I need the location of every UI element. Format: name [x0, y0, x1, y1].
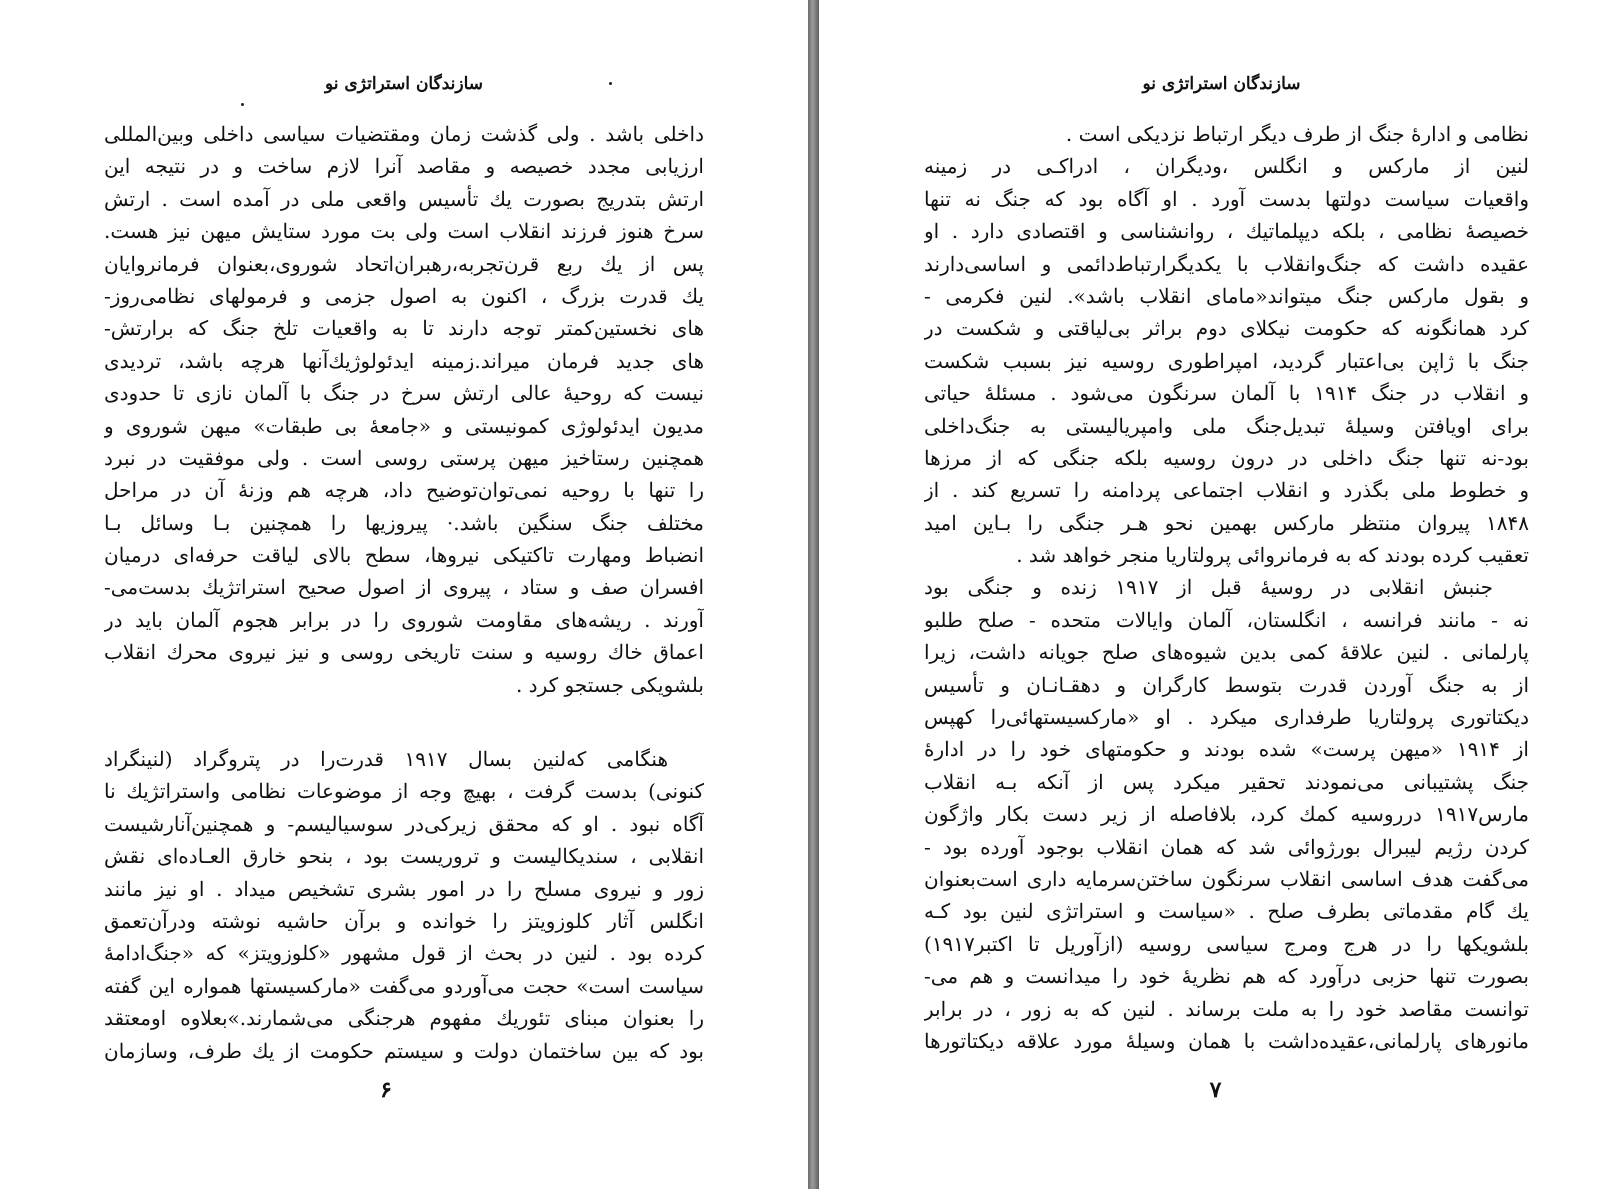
text-line: می‌گفت هدف اساسی انقلاب سرنگون ساختن‌سرمایه داری است‌بعنوان	[924, 866, 1529, 891]
text-line: بصورت تنها حزبی درآورد که هم نظریهٔ خود را میدانست و هم می-	[924, 964, 1529, 989]
text-line: ارزیابی مجدد خصیصه و مقاصد آنرا لازم ساخت و در نتیجه این	[104, 154, 704, 179]
paragraph	[104, 118, 704, 701]
running-head-right: سازندگان استراتژی نو	[1142, 74, 1301, 94]
text-line: و خطوط ملی بگذرد و انقلاب اجتماعی پردامنه را تسریع کند . از	[924, 478, 1529, 503]
text-line: و انقلاب در جنگ ۱۹۱۴ با آلمان سرنگون می‌شود . مسئلهٔ حیاتی	[924, 381, 1529, 406]
paragraph-gap	[104, 701, 704, 743]
text-line: انضباط ومهارت تاکتیکی نیروها، سطح بالای لیاقت حرفه‌ای درمیان	[104, 543, 704, 568]
text-line: بود-نه تنها جنگ داخلی در درون روسیه بلکه جنگی که از مرزها	[924, 445, 1529, 470]
page-number-right: ۷	[1209, 1077, 1222, 1103]
page-number-left: ۶	[380, 1077, 392, 1103]
text-line: جنگ پشتیبانی می‌نمودند تحقیر میکرد پس از آنکه بـه انقلاب	[924, 769, 1529, 794]
text-line: خصیصهٔ نظامی ، بلکه دیپلماتیك ، روانشناسی و اقتصادی دارد . او	[924, 219, 1529, 244]
text-line: پس از یك ربع قرن‌تجربه،رهبران‌اتحاد شوروی،بعنوان فرمانروایان	[104, 251, 704, 276]
text-line: یك گام مقدماتی بطرف صلح . «سیاست و استراتژی لنین بود کـه	[924, 899, 1529, 924]
running-head-left: سازندگان استراتژی نو	[324, 74, 483, 94]
text-line: برای اویافتن وسیلهٔ تبدیل‌جنگ ملی وامپریالیستی به جنگ‌داخلی	[924, 413, 1529, 438]
text-line: آگاه نبود . او که محقق زیرکی‌در سوسیالیسم- و همچنین‌آنارشیست	[104, 811, 704, 836]
text-line: مدیون ایدئولوژی کمونیستی و «جامعهٔ بی طبقات» میهن شوروی و	[104, 413, 704, 438]
text-line: سرخ هنوز فرزند انقلاب است ولی بت مورد ستایش میهن نیز هست.	[104, 219, 704, 244]
print-speck	[609, 82, 612, 85]
right-page	[819, 0, 1624, 1189]
text-line: کرده بود . لنین در بحث از قول مشهور «کلوزویتز» که «جنگ‌ادامهٔ	[104, 941, 704, 966]
text-line: بلشویکها را در هرج ومرج سیاسی روسیه (ازآوریل تا اکتبر۱۹۱۷)	[924, 931, 1529, 956]
text-line: های نخستین‌کمتر توجه دارند تا به واقعیات تلخ جنگ که برارتش-	[104, 316, 704, 341]
print-speck	[241, 103, 244, 106]
text-line: توانست مقاصد خود را به ملت برساند . لنین که به زور ، در برابر	[924, 996, 1529, 1021]
text-line: اعماق خاك روسیه و سنت تاریخی روسی و نیز نیروی محرك انقلاب	[104, 640, 704, 665]
book-gutter	[808, 0, 819, 1189]
text-line: زور و نیروی مسلح را در امور بشری تشخیص میداد . او نیز مانند	[104, 876, 704, 901]
text-line: نظامی و ادارهٔ جنگ از طرف دیگر ارتباط نزدیکی است .	[1065, 122, 1529, 146]
text-line: از ۱۹۱۴ «میهن پرست» شده بودند و حکومتهای خود را در ادارهٔ	[924, 737, 1529, 762]
text-line: از به جنگ آوردن قدرت بتوسط کارگران و دهقـانـان و تأسیس	[924, 672, 1529, 697]
text-line: نیست که روحیهٔ عالی ارتش سرخ در جنگ با آلمان نازی تا حدودی	[104, 381, 704, 406]
text-line: را تنها با روحیه نمی‌توان‌توضیح داد، هرچه هم وزنهٔ آن در مراحل	[104, 478, 704, 503]
text-line: واقعیات سیاست دولتها بدست آورد . او آگاه بود که جنگ نه تنها	[924, 186, 1529, 211]
paragraph	[924, 118, 1529, 571]
text-line: بود که بین ساختمان دولت و سیستم حکومت از یك طرف، وسازمان	[104, 1038, 704, 1063]
text-line: مانورهای پارلمانی،عقیده‌داشت با همان وسیلهٔ مورد علاقه دیکتاتورها	[924, 1028, 1529, 1053]
text-line: یك قدرت بزرگ ، اکنون به اصول جزمی و فرمولهای نظامی‌روز-	[104, 283, 704, 308]
text-line: افسران صف و ستاد ، پیروی از اصول صحیح استراتژیك بدست‌می-	[104, 575, 704, 600]
text-line: آورند . ریشه‌های مقاومت شوروی را در برابر هجوم آلمان باید در	[104, 607, 704, 632]
text-line: کردن رژیم لیبرال بورژوائی شد که همان انقلاب بوجود آورده بود -	[924, 834, 1529, 859]
text-line: دیکتاتوری پرولتاریا طرفداری میکرد . او «مارکسیستهائی‌را کهپس	[924, 705, 1529, 730]
text-line: جنگ با ژاپن بی‌اعتبار گردید، امپراطوری روسیه نیز بسبب شکست	[924, 348, 1529, 373]
text-line: داخلی باشد . ولی گذشت زمان ومقتضیات سیاسی داخلی وبین‌المللی	[104, 122, 704, 146]
text-line: کرد همانگونه که حکومت نیکلای دوم براثر بی‌لیاقتی و شکست در	[924, 316, 1529, 341]
text-line: هنگامی که‌لنین بسال ۱۹۱۷ قدرت‌را در پتروگراد (لنینگراد	[104, 747, 668, 772]
text-line: پارلمانی . لنین علاقهٔ کمی بدین شیوه‌های صلح جویانه داشت، زیرا	[924, 640, 1529, 665]
text-line: نه - مانند فرانسه ، انگلستان، آلمان وایالات متحده - صلح طلبو	[924, 607, 1529, 632]
text-line: های جدید فرمان میراند.زمینه ایدئولوژیك‌آنها هرچه باشد، تردیدی	[104, 348, 704, 373]
text-line: کنونی) بدست گرفت ، بهیچ وجه از موضوعات نظامی واستراتژیك نا	[104, 779, 704, 804]
text-line: سیاست است» حجت می‌آوردو می‌گفت «مارکسیستها همواره این گفته	[104, 973, 704, 998]
text-line: جنبش انقلابی در روسیهٔ قبل از ۱۹۱۷ زنده و جنگی بود	[924, 575, 1493, 600]
text-line: ارتش بتدریج بصورت یك تأسیس واقعی ملی در آمده است . ارتش	[104, 186, 704, 211]
left-page	[0, 0, 808, 1189]
text-line: و بقول مارکس جنگ میتواند«مامای انقلاب باشد». لنین فکرمی -	[924, 283, 1529, 308]
text-line: را بعنوان مبنای تئوریك مفهوم هرجنگی می‌شمارند.»بعلاوه اومعتقد	[104, 1006, 704, 1031]
right-text-block	[924, 118, 1529, 1057]
paragraph	[924, 571, 1529, 1057]
text-line: همچنین رستاخیز میهن پرستی روسی است . ولی موفقیت در نبرد	[104, 445, 704, 470]
text-line: انگلس آثار کلوزویتز را خوانده و برآن حاشیه نوشته ودرآن‌تعمق	[104, 908, 704, 933]
text-line: تعقیب کرده بودند که به فرمانروائی پرولتاریا منجر خواهد شد .	[1016, 543, 1529, 568]
paragraph	[104, 743, 704, 1067]
text-line: لنین از مارکس و انگلس ،ودیگران ، ادراکـی در زمینه	[924, 154, 1529, 179]
text-line: مختلف جنگ سنگین باشد.· پیروزیها را همچنین بـا وسائل بـا	[104, 510, 704, 535]
text-line: عقیده داشت که جنگ‌وانقلاب با یکدیگرارتباط‌دائمی و اساسی‌دارند	[924, 251, 1529, 276]
text-line: مارس۱۹۱۷ درروسیه کمك کرد، بلافاصله از زیر دست بکار واژگون	[924, 802, 1529, 827]
left-text-block	[104, 118, 704, 1067]
text-line: انقلابی ، سندیکالیست و تروریست بود ، بنحو خارق العـاده‌ای نقش	[104, 844, 704, 869]
text-line: بلشویکی جستجو کرد .	[515, 672, 704, 697]
text-line: ۱۸۴۸ پیروان منتظر مارکس بهمین نحو هـر جنگی را بـاین امید	[924, 510, 1529, 535]
